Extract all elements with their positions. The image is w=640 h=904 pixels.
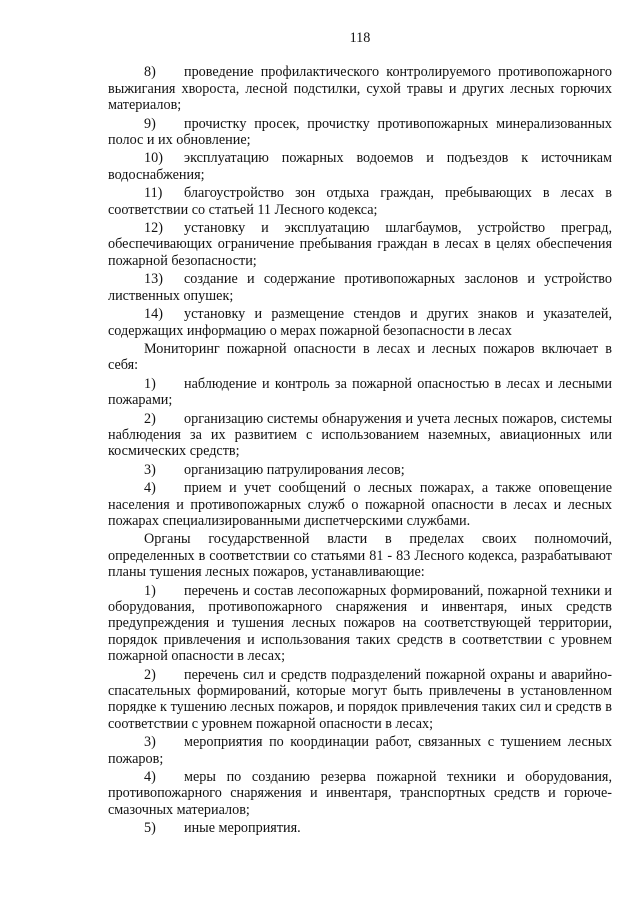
- list-item-text: мероприятия по координации работ, связанных с тушением лесных пожаров;: [108, 734, 612, 767]
- list-item-number: 2): [144, 410, 156, 427]
- list-item-text: проведение профилактического контролируемого противопожарного выжигания хвороста, лесной подстилки, сухой травы и других лесных горючих материалов;: [108, 64, 612, 114]
- list-item-number: 9): [144, 115, 156, 132]
- list-item: [108, 462, 612, 478]
- paragraph-text: Мониторинг пожарной опасности в лесах и лесных пожаров включает в себя:: [108, 340, 612, 374]
- list-item: [108, 220, 612, 269]
- list-item-number: 4): [144, 769, 156, 786]
- page-number: 118: [349, 30, 371, 46]
- list-item-number: 2): [144, 666, 156, 683]
- list-item-text: установку и размещение стендов и других знаков и указателей, содержащих информацию о мерах пожарной безопасности в лесах: [108, 306, 612, 339]
- list-item-text: наблюдение и контроль за пожарной опасностью в лесах и лесными пожарами;: [108, 375, 612, 409]
- list-item-text: перечень и состав лесопожарных формирований, пожарной техники и оборудования, противопожарного снаряжения и инвентаря, иных средств предупреждения и тушения лесных пожаров на соответствующей территории, порядок привлечения и использования таких средств в соответствии с уровнем пожарной опасности в лесах;: [108, 582, 612, 665]
- list-item-text: благоустройство зон отдыха граждан, пребывающих в лесах в соответствии со статьей 11 Лесного кодекса;: [108, 185, 612, 218]
- list-item: [108, 667, 612, 733]
- list-item-number: 12): [144, 220, 163, 237]
- list-item: [108, 734, 612, 767]
- list-item-number: 10): [144, 150, 163, 167]
- list-item: [108, 480, 612, 529]
- list-item-text: меры по созданию резерва пожарной техники и оборудования, противопожарного снаряжения и инвентаря, транспортных средств и горюче-смазочных материалов;: [108, 769, 612, 818]
- list-item-number: 4): [144, 480, 156, 497]
- paragraph: [108, 531, 612, 580]
- list-item-text: перечень сил и средств подразделений пожарной охраны и аварийно-спасательных формирований, которые могут быть привлечены в установленном порядке к тушению лесных пожаров, и порядок привлечения таких сил и средств в соответствии с уровнем пожарной опасности в лесах;: [108, 666, 612, 732]
- list-item-text: эксплуатацию пожарных водоемов и подъездов к источникам водоснабжения;: [108, 150, 612, 183]
- document-page: [108, 30, 612, 839]
- list-item: [108, 306, 612, 339]
- list-item-number: 5): [144, 820, 156, 837]
- list-item-text: установку и эксплуатацию шлагбаумов, устройство преград, обеспечивающих ограничение пребывания граждан в лесах в целях обеспечения пожарной безопасности;: [108, 220, 612, 269]
- list-item: [108, 116, 612, 149]
- paragraph: [108, 341, 612, 374]
- list-item-number: 3): [144, 461, 156, 478]
- list-item: [108, 411, 612, 460]
- list-item: [108, 820, 612, 836]
- list-item-text: прием и учет сообщений о лесных пожарах, а также оповещение населения и противопожарных служб о пожарной опасности в лесах и лесных пожарах специализированными диспетчерскими службами.: [108, 480, 612, 529]
- list-item: [108, 583, 612, 665]
- list-item-number: 1): [144, 375, 156, 392]
- list-item-text: организацию патрулирования лесов;: [184, 461, 405, 478]
- document-body: [108, 64, 612, 836]
- list-item: [108, 64, 612, 113]
- list-item-number: 3): [144, 734, 156, 751]
- list-item-number: 14): [144, 306, 163, 323]
- list-item-number: 1): [144, 582, 156, 599]
- list-item-text: прочистку просек, прочистку противопожарных минерализованных полос и их обновление;: [108, 115, 612, 149]
- list-item-number: 8): [144, 64, 156, 81]
- list-item: [108, 769, 612, 818]
- list-item-text: создание и содержание противопожарных заслонов и устройство лиственных опушек;: [108, 271, 612, 304]
- list-item-number: 11): [144, 185, 163, 202]
- list-item-text: иные мероприятия.: [184, 820, 301, 837]
- list-item: [108, 271, 612, 304]
- list-item-text: организацию системы обнаружения и учета лесных пожаров, системы наблюдения за их развитием с использованием наземных, авиационных или космических средств;: [108, 410, 612, 460]
- list-item: [108, 185, 612, 218]
- list-item-number: 13): [144, 271, 163, 288]
- list-item: [108, 150, 612, 183]
- paragraph-text: Органы государственной власти в пределах своих полномочий, определенных в соответствии со статьями 81 - 83 Лесного кодекса, разрабатывают планы тушения лесных пожаров, устанавливающие:: [108, 531, 612, 581]
- list-item: [108, 376, 612, 409]
